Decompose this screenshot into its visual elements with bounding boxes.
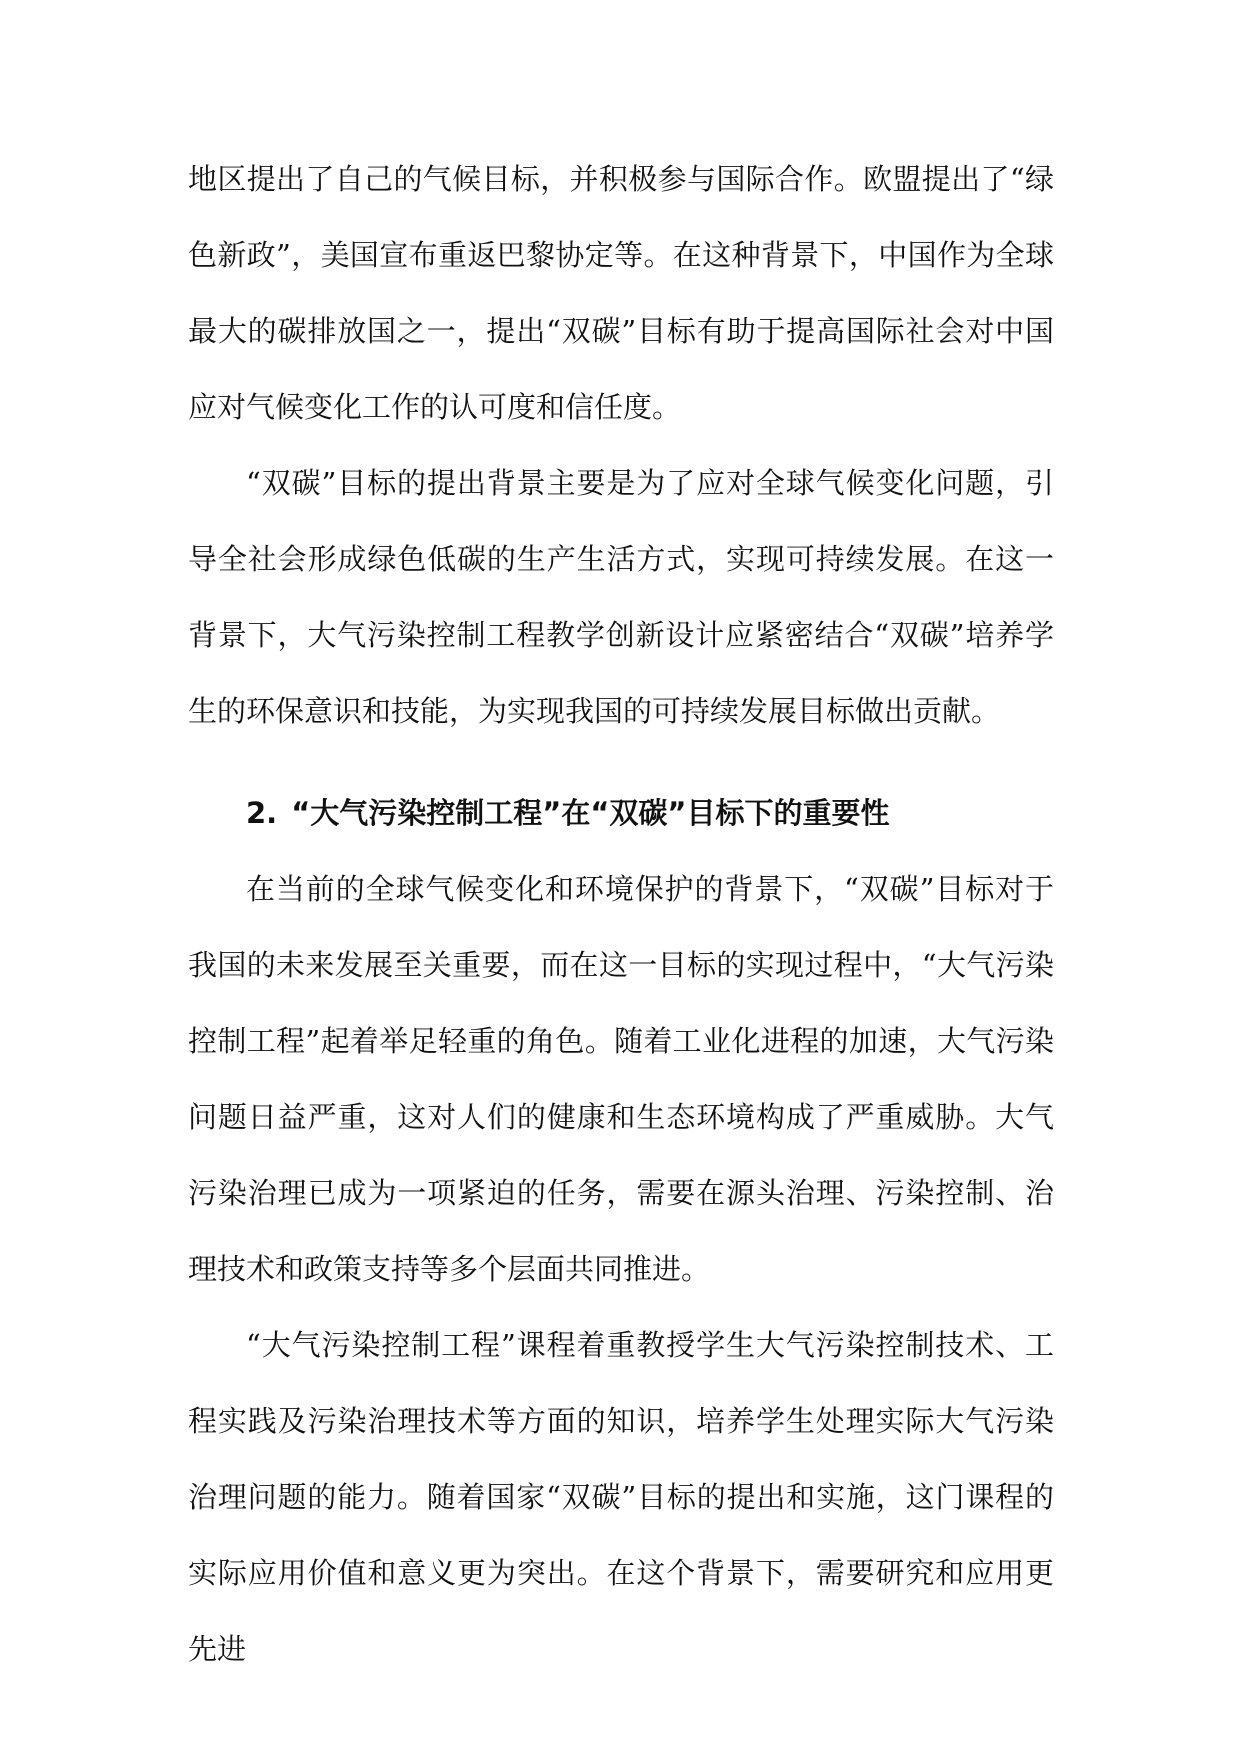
section-heading	[188, 775, 1054, 851]
section-title: “大气污染控制工程”在“双碳”目标下的重要性	[291, 796, 890, 830]
paragraph: “大气污染控制工程”课程着重教授学生大气污染控制技术、工程实践及污染治理技术等方面的知识，培养学生处理实际大气污染治理问题的能力。随着国家“双碳”目标的提出和实施，这门课程的实际应用价值和意义更为突出。在这个背景下，需要研究和应用更先进	[188, 1328, 1054, 1666]
page-body	[188, 141, 1054, 1687]
section-number: 2.	[246, 796, 278, 830]
paragraph-continued: 地区提出了自己的气候目标，并积极参与国际合作。欧盟提出了“绿色新政”，美国宣布重返巴黎协定等。在这种背景下，中国作为全球最大的碳排放国之一，提出“双碳”目标有助于提高国际社会对中国应对气候变化工作的认可度和信任度。	[188, 162, 1054, 424]
paragraph: 在当前的全球气候变化和环境保护的背景下，“双碳”目标对于我国的未来发展至关重要，而在这一目标的实现过程中，“大气污染控制工程”起着举足轻重的角色。随着工业化进程的加速，大气污染问题日益严重，这对人们的健康和生态环境构成了严重威胁。大气污染治理已成为一项紧迫的任务，需要在源头治理、污染控制、治理技术和政策支持等多个层面共同推进。	[188, 872, 1054, 1286]
paragraph: “双碳”目标的提出背景主要是为了应对全球气候变化问题，引导全社会形成绿色低碳的生产生活方式，实现可持续发展。在这一背景下，大气污染控制工程教学创新设计应紧密结合“双碳”培养学生的环保意识和技能，为实现我国的可持续发展目标做出贡献。	[188, 466, 1054, 728]
